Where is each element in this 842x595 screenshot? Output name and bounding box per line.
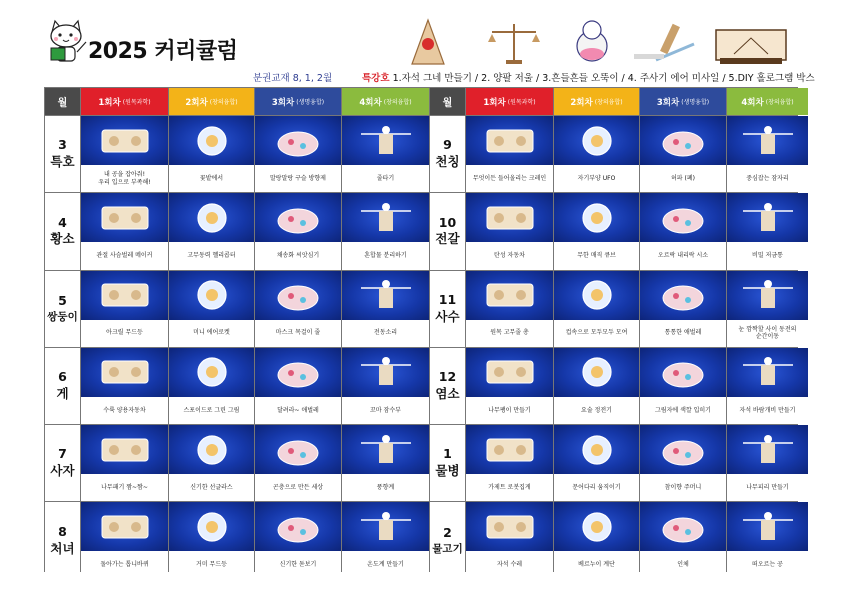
zodiac-name: 쌍둥이 [47,311,78,324]
special-lessons-items: 1.자석 그네 만들기 / 2. 양팔 저울 / 3.흔들흔들 오뚝이 / 4. 주사기 에어 미사일 / 5.DIY 홀로그램 박스 [392,73,815,84]
lesson-cell-2-2 [554,502,639,578]
lesson-cell-6-2 [169,348,254,424]
zodiac-name: 전갈 [435,231,460,247]
lesson-cell-3-2 [169,116,254,192]
lesson-photo-icon [342,193,429,242]
month-2 [430,502,465,578]
lesson-cell-6-1 [81,348,168,424]
lesson-cell-4-4 [342,193,429,269]
lesson-photo-icon [640,116,726,165]
lesson-photo-icon [554,116,639,165]
lesson-photo-icon [466,502,553,551]
lesson-caption: 달려라~ 애벌레 [277,406,319,414]
header-round-4: 4회차 (창의융합) [342,88,429,115]
lesson-photo-icon [466,348,553,397]
lesson-photo-icon [169,116,254,165]
lesson-cell-8-3 [255,502,341,578]
month-5 [45,271,80,347]
lesson-caption: 오르락 내리락 시소 [657,252,709,260]
lesson-cell-7-3 [255,425,341,501]
lesson-photo-icon [169,271,254,320]
lesson-photo-icon [554,271,639,320]
month-number: 7 [58,446,67,462]
page-title: 2025 커리큘럼 [88,39,238,64]
lesson-photo-icon [727,425,808,474]
lesson-caption: 전동소리 [373,329,398,337]
month-9 [430,116,465,192]
lesson-caption: 스포이드로 그린 그림 [183,406,240,414]
lesson-cell-12-2 [554,348,639,424]
lesson-cell-5-3 [255,271,341,347]
lesson-caption: 풍향계 [376,484,395,492]
lesson-caption: 거미 무드등 [196,561,227,569]
lesson-photo-icon [81,425,168,474]
lesson-photo-icon [727,193,808,242]
lesson-caption: 탄성 자동차 [494,252,525,260]
lesson-cell-12-4 [727,348,808,424]
lesson-cell-9-1 [466,116,553,192]
lesson-cell-8-1 [81,502,168,578]
lesson-photo-icon [81,502,168,551]
lesson-photo-icon [554,502,639,551]
lesson-caption: 요술 정전기 [581,406,612,414]
lesson-cell-1-2 [554,425,639,501]
lesson-photo-icon [169,193,254,242]
lesson-caption: 혼합물 분리하기 [364,252,407,260]
lesson-caption: 나무패기 짬~짬~ [101,484,148,492]
lesson-photo-icon [342,116,429,165]
lesson-cell-11-4 [727,271,808,347]
lesson-photo-icon [466,425,553,474]
lesson-caption: 온도계 만들기 [367,561,404,569]
month-11 [430,271,465,347]
lesson-caption: 말랑말랑 구슬 방향제 [270,174,326,182]
lesson-caption: 자석 수레 [496,561,523,569]
lesson-cell-10-1 [466,193,553,269]
month-4 [45,193,80,269]
month-8 [45,502,80,578]
lesson-photo-icon [640,271,726,320]
lesson-caption: 허파 (폐) [671,174,695,182]
lesson-caption: 돌아가는 톱니바퀴 [100,561,149,569]
balance-scale-icon [488,24,540,64]
lesson-caption: 무엇이든 들어올리는 크레인 [472,174,547,182]
month-number: 9 [443,137,452,153]
lesson-cell-5-1 [81,271,168,347]
lesson-cell-8-2 [169,502,254,578]
month-number: 10 [438,214,457,230]
lesson-cell-7-2 [169,425,254,501]
lesson-photo-icon [255,348,341,397]
cat-mascot-icon [44,18,88,66]
lesson-photo-icon [466,193,553,242]
month-number: 4 [58,214,67,230]
lesson-caption: 꽃밭에서 [199,174,224,182]
lesson-caption: 중심잡는 잠자리 [746,174,789,182]
lesson-photo-icon [169,425,254,474]
header-round-2: 2회차 (창의융합) [169,88,254,115]
lesson-cell-12-1 [466,348,553,424]
lesson-cell-7-4 [342,425,429,501]
lesson-caption: 신기한 돋보기 [279,561,317,569]
header-round-3-right: 3회차 (생명융합) [640,88,726,115]
month-number: 3 [58,137,67,153]
zodiac-name: 황소 [50,231,75,247]
lesson-caption: 아크릴 무드등 [106,329,143,337]
lesson-cell-1-1 [466,425,553,501]
lesson-cell-8-4 [342,502,429,578]
header-month-right: 월 [430,88,465,115]
lesson-photo-icon [255,193,341,242]
lesson-photo-icon [727,348,808,397]
lesson-photo-icon [81,271,168,320]
header-month: 월 [45,88,80,115]
month-number: 6 [58,369,67,385]
header-round-3: 3회차 (생명융합) [255,88,341,115]
special-lessons-label: 특강호 [362,73,390,84]
lesson-caption: 곤충으로 만든 세상 [272,484,324,492]
textbook-info: 분권교재 8, 1, 2월 [253,73,333,84]
lesson-photo-icon [81,193,168,242]
lesson-caption: 고무동력 헬리콥터 [187,252,236,260]
magnet-swing-icon [412,20,444,64]
month-12 [430,348,465,424]
lesson-cell-3-4 [342,116,429,192]
month-7 [45,425,80,501]
lesson-caption: 자석 바람개비 만들기 [739,406,796,414]
header-round-4-right: 4회차 (창의융합) [727,88,808,115]
lesson-cell-3-3 [255,116,341,192]
lesson-photo-icon [727,502,808,551]
lesson-caption: 원목 고무줄 총 [490,329,529,337]
lesson-photo-icon [255,425,341,474]
lesson-caption: 통통한 애벌레 [664,329,702,337]
lesson-caption: 마스크 목걸이 줄 [275,329,321,337]
lesson-cell-9-3 [640,116,726,192]
lesson-photo-icon [727,271,808,320]
month-number: 11 [438,291,457,307]
lesson-cell-10-4 [727,193,808,269]
special-lessons [362,70,815,84]
lesson-cell-11-2 [554,271,639,347]
month-1 [430,425,465,501]
lesson-photo-icon [255,116,341,165]
curriculum-table [44,87,798,572]
month-3 [45,116,80,192]
zodiac-name: 사자 [50,463,75,479]
lesson-photo-icon [554,193,639,242]
month-number: 12 [438,369,457,385]
lesson-photo-icon [169,348,254,397]
month-number: 1 [443,446,452,462]
lesson-cell-11-3 [640,271,726,347]
lesson-caption: 가제트 로봇집게 [488,484,531,492]
lesson-cell-5-2 [169,271,254,347]
lesson-cell-10-2 [554,193,639,269]
lesson-photo-icon [255,271,341,320]
lesson-cell-1-4 [727,425,808,501]
lesson-cell-12-3 [640,348,726,424]
lesson-photo-icon [466,116,553,165]
header-round-1-right: 1회차 (원목과학) [466,88,553,115]
lesson-caption: 미니 에어로켓 [193,329,230,337]
lesson-photo-icon [255,502,341,551]
lesson-cell-9-2 [554,116,639,192]
roly-poly-icon [577,21,607,61]
header-round-1: 1회차 (원목과학) [81,88,168,115]
syringe-missile-icon [634,24,694,60]
lesson-caption: 무한 매직 큐브 [577,252,616,260]
lesson-caption: 수륙 양용자동차 [103,406,146,414]
lesson-caption: 내 공을 잡아줘! 우리 입으로 부족해! [98,171,151,186]
lesson-cell-6-3 [255,348,341,424]
lesson-caption: 관절 사슴벌레 메이커 [96,252,153,260]
lesson-caption: 비밀 저금통 [752,252,783,260]
lesson-caption: 눈 깜짝할 사이 동전의 순간이동 [738,325,797,341]
lesson-photo-icon [554,348,639,397]
zodiac-name: 처녀 [50,540,75,556]
lesson-cell-4-2 [169,193,254,269]
lesson-cell-3-1 [81,116,168,192]
lesson-cell-4-1 [81,193,168,269]
zodiac-name: 특호 [50,154,75,170]
lesson-caption: 참이향 주머니 [664,484,702,492]
lesson-cell-2-1 [466,502,553,578]
lesson-photo-icon [640,502,726,551]
lesson-photo-icon [342,271,429,320]
lesson-caption: 베르누이 계단 [578,561,615,569]
zodiac-name: 물고기 [432,542,463,555]
lesson-caption: 떠오르는 공 [752,561,783,569]
lesson-cell-1-3 [640,425,726,501]
lesson-caption: 자기부양 UFO [577,174,616,182]
lesson-cell-2-4 [727,502,808,578]
lesson-cell-7-1 [81,425,168,501]
header-round-2-right: 2회차 (창의융합) [554,88,639,115]
month-number: 5 [58,293,67,309]
lesson-photo-icon [342,348,429,397]
lesson-cell-2-3 [640,502,726,578]
lesson-caption: 컵속으로 모두모두 모여 [565,329,628,337]
month-6 [45,348,80,424]
lesson-photo-icon [81,348,168,397]
lesson-caption: 나무팽이 만들기 [488,406,531,414]
lesson-photo-icon [169,502,254,551]
lesson-photo-icon [554,425,639,474]
lesson-caption: 채송화 씨앗심기 [276,252,320,260]
lesson-photo-icon [640,425,726,474]
lesson-photo-icon [640,193,726,242]
month-number: 2 [443,525,452,541]
lesson-cell-11-1 [466,271,553,347]
lesson-caption: 그림자에 색깔 입히기 [655,406,711,414]
lesson-cell-10-3 [640,193,726,269]
lesson-photo-icon [81,116,168,165]
lesson-photo-icon [640,348,726,397]
lesson-photo-icon [727,116,808,165]
lesson-caption: 문어다리 움직이기 [572,484,621,492]
lesson-photo-icon [342,425,429,474]
zodiac-name: 천칭 [435,154,460,170]
zodiac-name: 게 [56,386,69,402]
lesson-caption: 나무피리 만들기 [746,484,789,492]
zodiac-name: 물병 [435,463,460,479]
hologram-box-icon [716,30,786,64]
lesson-photo-icon [466,271,553,320]
lesson-cell-4-3 [255,193,341,269]
lesson-caption: 꼬마 잠수부 [370,406,401,414]
lesson-cell-5-4 [342,271,429,347]
zodiac-name: 사수 [435,308,460,324]
lesson-cell-6-4 [342,348,429,424]
lesson-cell-9-4 [727,116,808,192]
special-toys-illustration [404,14,794,68]
lesson-photo-icon [342,502,429,551]
lesson-caption: 줄타기 [376,174,395,182]
month-10 [430,193,465,269]
month-number: 8 [58,523,67,539]
lesson-caption: 인체 [677,561,689,569]
zodiac-name: 염소 [435,386,460,402]
lesson-caption: 신기한 선글라스 [190,484,233,492]
